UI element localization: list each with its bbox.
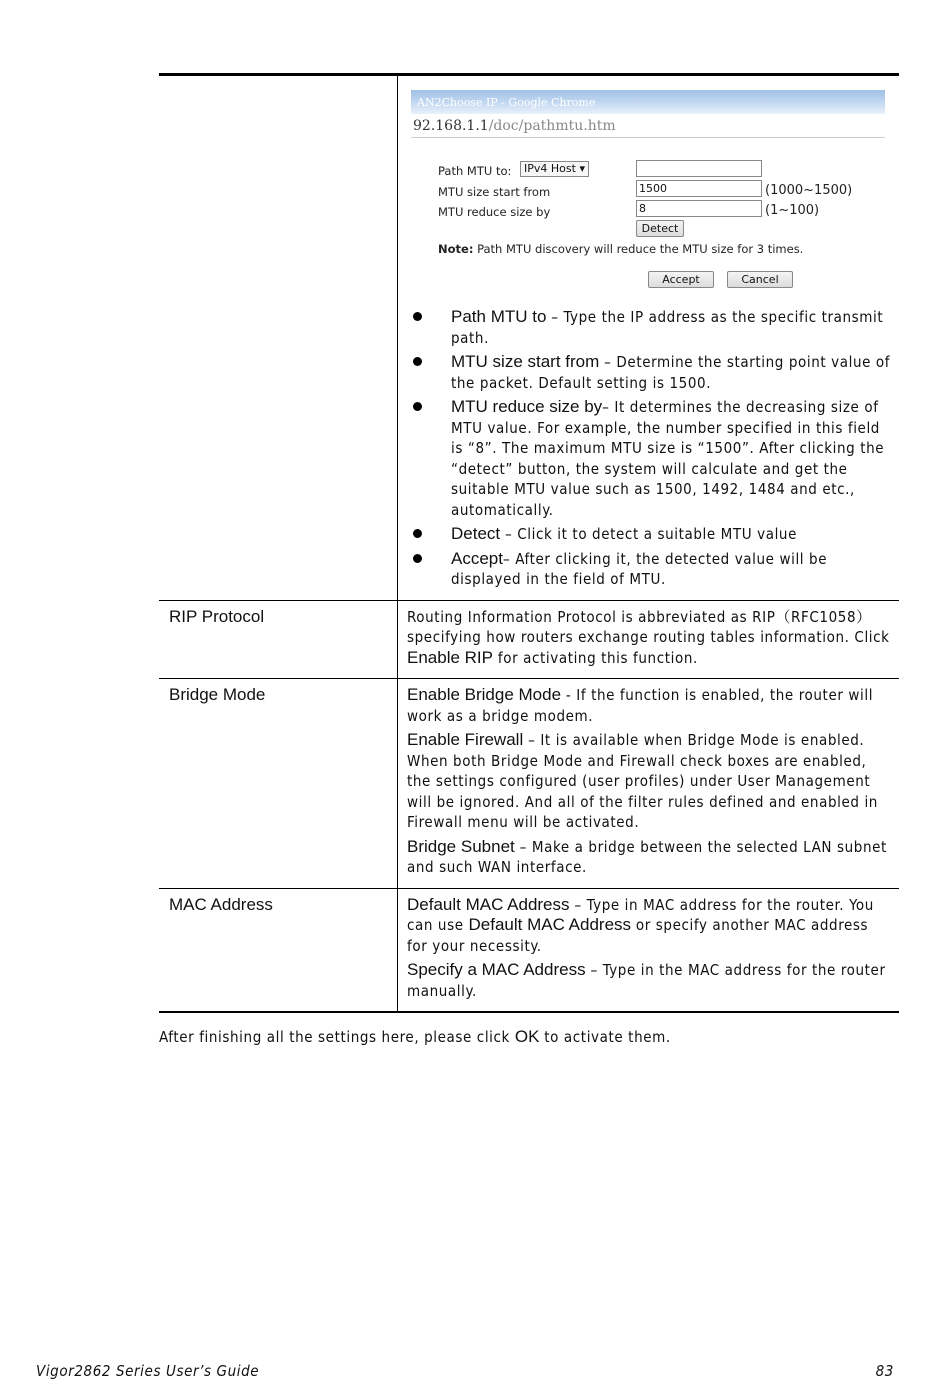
bridge-para-1 — [407, 685, 891, 726]
chevron-down-icon: ▾ — [579, 162, 585, 175]
mtu-start-range: (1000~1500) — [765, 183, 853, 198]
bridge-text-1: - If the function is enabled, the router will work as a bridge modem. — [407, 686, 874, 725]
bullet-term: Accept — [451, 548, 503, 568]
mac-text-1a: – Type in MAC address for the router. You can use — [407, 895, 874, 934]
bridge-term-1: Enable Bridge Mode — [407, 685, 562, 704]
bullet-term: Path MTU to — [451, 307, 547, 326]
bullet-item — [407, 524, 891, 545]
mac-para-2 — [407, 960, 891, 1001]
after-text-2: to activate them. — [539, 1028, 671, 1046]
table-row-bridge — [159, 678, 899, 888]
url-path: /doc/pathmtu.htm — [488, 118, 616, 134]
path-mtu-input[interactable] — [636, 160, 762, 177]
browser-title: AN2Choose IP - Google Chrome — [417, 96, 596, 109]
row-content-path-mtu — [398, 76, 899, 600]
note-label: Note: — [438, 242, 474, 256]
bridge-term-3: Bridge Subnet — [407, 836, 515, 856]
path-mtu-select-value: IPv4 Host — [524, 162, 576, 175]
path-mtu-label: Path MTU to: — [438, 164, 512, 178]
table-row-path-mtu — [159, 76, 899, 600]
bullet-term: Detect — [451, 524, 501, 543]
mac-para-1 — [407, 895, 891, 957]
bullet-sep: – — [602, 398, 615, 416]
mac-label: MAC Address — [169, 894, 273, 914]
path-mtu-select[interactable] — [520, 161, 589, 177]
path-mtu-bullets — [407, 307, 891, 590]
accept-button[interactable]: Accept — [648, 271, 714, 288]
url-host: 92.168.1.1 — [413, 118, 489, 134]
note-text: Path MTU discovery will reduce the MTU size for 3 times. — [477, 242, 804, 256]
table-row-rip — [159, 600, 899, 679]
path-mtu-screenshot — [398, 82, 899, 297]
row-label-rip — [159, 601, 398, 679]
bullet-text: Determine the starting point value of the packet. Default setting is 1500. — [451, 353, 891, 392]
bullet-term: MTU reduce size by — [451, 397, 603, 416]
bullet-dot-icon — [413, 402, 422, 411]
detect-button[interactable]: Detect — [636, 220, 684, 237]
footer-page-number: 83 — [875, 1362, 894, 1380]
bullet-sep: – — [599, 353, 617, 371]
bullet-text: It determines the decreasing size of MTU value. For example, the number specified in this field is “8”. The maximum MTU size is “1500”. After clicking the “detect” button, the system will calculate and get the suitable MTU value such as 1500, 1492, 1484 and etc., automatically. — [451, 398, 885, 519]
mtu-note — [438, 239, 803, 260]
url-divider — [411, 137, 885, 138]
mtu-start-label: MTU size start from — [438, 185, 551, 199]
bullet-item — [407, 307, 891, 348]
rip-text-2: for activating this function. — [493, 648, 698, 667]
bridge-term-2: Enable Firewall — [407, 730, 524, 749]
mac-text-1b: or specify another MAC address for your necessity. — [407, 916, 869, 955]
bullet-text: Click it to detect a suitable MTU value — [517, 525, 797, 543]
bullet-text: Type the IP address as the specific transmit path. — [451, 308, 884, 347]
bridge-text-3: – Make a bridge between the selected LAN subnet and such WAN interface. — [407, 837, 887, 876]
bridge-text-2: – It is available when Bridge Mode is enabled. When both Bridge Mode and Firewall check boxes are enabled, the settings configured (user profiles) under User Management will be ignored. And all of the filter rules defined and enabled in Firewall menu will be activated. — [407, 731, 878, 831]
table-row-mac — [159, 888, 899, 1012]
bridge-label: Bridge Mode — [169, 685, 266, 704]
bullet-item — [407, 352, 891, 393]
footer-guide-title: Vigor2862 Series User’s Guide — [36, 1362, 260, 1380]
closing-instruction — [159, 1027, 671, 1047]
row-label-empty — [159, 76, 398, 600]
cancel-button[interactable]: Cancel — [727, 271, 793, 288]
bullet-dot-icon — [413, 529, 422, 538]
bridge-para-3 — [407, 837, 891, 878]
bullet-item — [407, 397, 891, 520]
browser-url — [413, 116, 616, 137]
row-content-bridge — [398, 679, 899, 888]
bullet-dot-icon — [413, 357, 422, 366]
bullet-sep: – — [502, 549, 516, 568]
bullet-term: MTU size start from — [451, 352, 600, 371]
rip-enable-term: Enable RIP — [407, 647, 493, 667]
row-content-rip — [398, 601, 899, 679]
bullet-dot-icon — [413, 312, 422, 321]
bullet-dot-icon — [413, 554, 422, 563]
row-content-mac — [398, 889, 899, 1012]
rip-label: RIP Protocol — [169, 606, 265, 626]
mtu-start-input[interactable]: 1500 — [636, 180, 762, 197]
bridge-para-2 — [407, 730, 891, 833]
mac-term-1b: Default MAC Address — [468, 915, 632, 934]
bullet-item — [407, 549, 891, 590]
bullet-text: After clicking it, the detected value will be displayed in the field of MTU. — [451, 549, 828, 588]
settings-table — [159, 73, 899, 1013]
rip-text-1: Routing Information Protocol is abbreviated as RIP（RFC1058） specifying how routers exchange routing tables information. Click — [407, 607, 890, 646]
after-text-1: After finishing all the settings here, please click — [159, 1028, 515, 1046]
after-ok: OK — [514, 1027, 540, 1046]
mac-text-2: – Type in the MAC address for the router manually. — [407, 961, 886, 1000]
mtu-reduce-label: MTU reduce size by — [438, 205, 551, 219]
mac-term-1: Default MAC Address — [407, 894, 570, 914]
row-label-bridge — [159, 679, 398, 888]
browser-titlebar — [411, 90, 885, 114]
bullet-sep: – — [500, 525, 518, 543]
rip-description — [407, 607, 891, 669]
mac-term-2: Specify a MAC Address — [407, 960, 586, 979]
mtu-reduce-input[interactable]: 8 — [636, 200, 762, 217]
mtu-reduce-range: (1~100) — [765, 203, 820, 218]
bullet-sep: – — [546, 308, 564, 326]
row-label-mac — [159, 889, 398, 1012]
